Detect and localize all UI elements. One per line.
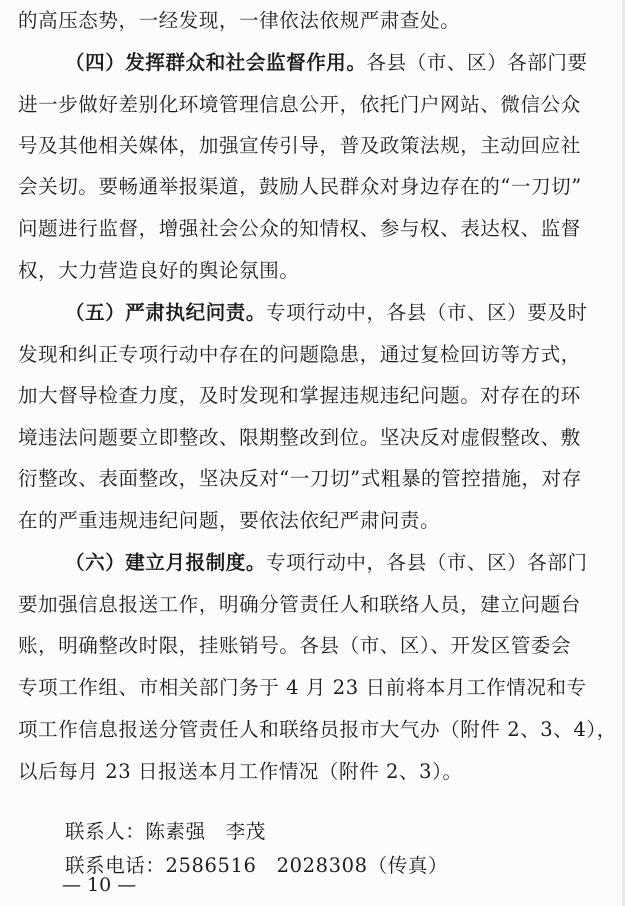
body-line: 的高压态势，一经发现，一律依法依规严肃查处。 <box>18 9 461 32</box>
body-line: 加大督导检查力度，及时发现和掌握违规违纪问题。对存在的环 <box>18 384 581 407</box>
body-line: 以后每月 23 日报送本月工作情况（附件 2、3）。 <box>18 760 463 783</box>
body-line: 发现和纠正专项行动中存在的问题隐患，通过复检回访等方式， <box>18 343 581 366</box>
body-line: 项工作信息报送分管责任人和联络员报市大气办（附件 2、3、4）， <box>18 718 617 741</box>
body-line: 号及其他相关媒体，加强宣传引导，普及政策法规，主动回应社 <box>18 134 581 157</box>
section-heading-line: （六）建立月报制度。专项行动中，各县（市、区）各部门 <box>65 551 588 574</box>
section-heading-line: （五）严肃执纪问责。专项行动中，各县（市、区）要及时 <box>65 301 588 324</box>
body-line: 进一步做好差别化环境管理信息公开，依托门户网站、微信公众 <box>18 93 581 116</box>
body-line: 问题进行监督，增强社会公众的知情权、参与权、表达权、监督 <box>18 217 581 240</box>
section-heading: （五）严肃执纪问责。 <box>65 301 267 324</box>
body-line: 境违法问题要立即整改、限期整改到位。坚决反对虚假整改、敷 <box>18 426 581 449</box>
body-line: 在的严重违规违纪问题，要依法依纪严肃问责。 <box>18 509 441 532</box>
contact-person: 联系人：陈素强 李茂 <box>65 820 267 843</box>
contact-phone: 联系电话：2586516 2028308（传真） <box>65 854 449 877</box>
body-line: 要加强信息报送工作，明确分管责任人和联络人员，建立问题台 <box>18 593 581 616</box>
page-number: — 10 — <box>62 874 137 896</box>
section-heading: （六）建立月报制度。 <box>65 551 267 574</box>
body-line: 账，明确整改时限，挂账销号。各县（市、区）、开发区管委会 <box>18 634 572 657</box>
section-heading-line: （四）发挥群众和社会监督作用。各县（市、区）各部门要 <box>65 51 588 74</box>
body-line: 权，大力营造良好的舆论氛围。 <box>18 259 300 282</box>
body-line: 会关切。要畅通举报渠道，鼓励人民群众对身边存在的“一刀切” <box>18 175 582 198</box>
body-line: 专项工作组、市相关部门务于 4 月 23 日前将本月工作情况和专 <box>18 676 587 699</box>
section-heading: （四）发挥群众和社会监督作用。 <box>65 51 367 74</box>
body-line: 衍整改、表面整改，坚决反对“一刀切”式粗暴的管控措施，对存 <box>18 467 582 490</box>
